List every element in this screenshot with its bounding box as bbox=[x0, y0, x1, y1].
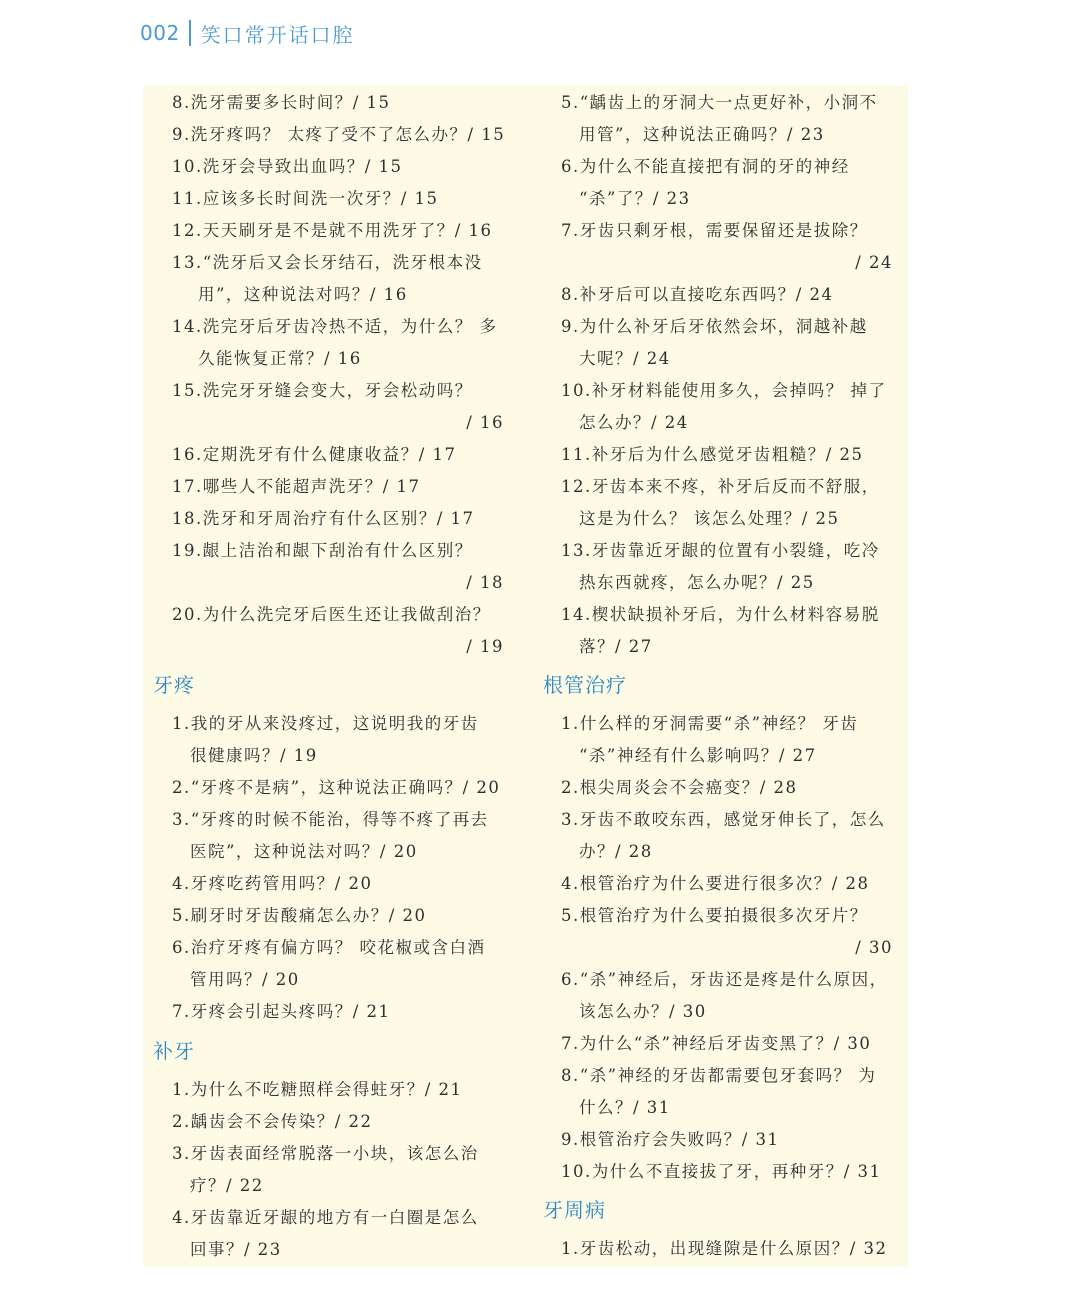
toc-entry-text: 8.洗牙需要多长时间？/ 15 bbox=[172, 93, 391, 112]
toc-entry-text: 4.根管治疗为什么要进行很多次？/ 28 bbox=[561, 874, 870, 893]
toc-entry-text: 19.龈上洁治和龈下刮治有什么区别？ bbox=[172, 541, 473, 560]
toc-entry-continuation: 大呢？/ 24 bbox=[579, 349, 671, 368]
toc-entry-continuation: 用管”，这种说法正确吗？/ 23 bbox=[579, 125, 825, 144]
toc-entry-text: 11.补牙后为什么感觉牙齿粗糙？/ 25 bbox=[561, 445, 864, 464]
toc-entry-text: 18.洗牙和牙周治疗有什么区别？/ 17 bbox=[172, 509, 475, 528]
toc-entry-continuation: 什么？/ 31 bbox=[579, 1098, 671, 1117]
toc-entry[interactable] bbox=[172, 375, 508, 439]
toc-entry-text: 14.洗完牙后牙齿冷热不适，为什么？ 多 bbox=[172, 317, 498, 336]
toc-entry-text: 4.牙齿靠近牙龈的地方有一白圈是怎么 bbox=[172, 1208, 479, 1227]
toc-entry-text: 6.为什么不能直接把有洞的牙的神经 bbox=[561, 157, 850, 176]
header-divider bbox=[189, 20, 191, 46]
book-title: 笑口常开话口腔 bbox=[200, 22, 355, 47]
toc-entry[interactable] bbox=[561, 311, 897, 375]
toc-entry-continuation: 这是为什么？ 该怎么处理？/ 25 bbox=[579, 509, 840, 528]
toc-entry-text: 2.龋齿会不会传染？/ 22 bbox=[172, 1112, 373, 1131]
toc-entry[interactable] bbox=[172, 708, 508, 772]
toc-entry-text: 17.哪些人不能超声洗牙？/ 17 bbox=[172, 477, 421, 496]
toc-page-number: / 16 bbox=[466, 413, 504, 432]
toc-entry-continuation: 回事？/ 23 bbox=[190, 1240, 282, 1259]
toc-entry-text: 12.天天刷牙是不是就不用洗牙了？/ 16 bbox=[172, 221, 493, 240]
toc-entry-text: 5.根管治疗为什么要拍摄很多次牙片？ bbox=[561, 906, 868, 925]
toc-entry-text: 16.定期洗牙有什么健康收益？/ 17 bbox=[172, 445, 457, 464]
toc-entry[interactable] bbox=[561, 87, 897, 151]
toc-entry-text: 12.牙齿本来不疼，补牙后反而不舒服， bbox=[561, 477, 880, 496]
toc-entry[interactable] bbox=[561, 279, 897, 311]
toc-entry[interactable] bbox=[172, 599, 508, 663]
toc-entry[interactable] bbox=[172, 1202, 508, 1266]
toc-entry-text: 20.为什么洗完牙后医生还让我做刮治？ bbox=[172, 605, 491, 624]
toc-entry[interactable] bbox=[172, 996, 508, 1028]
toc-entry[interactable] bbox=[561, 471, 897, 535]
toc-entry[interactable] bbox=[172, 87, 508, 119]
toc-entry-text: 3.牙齿表面经常脱落一小块，该怎么治 bbox=[172, 1144, 479, 1163]
toc-entry-text: 10.为什么不直接拔了牙，再种牙？/ 31 bbox=[561, 1162, 882, 1181]
toc-entry-continuation: 很健康吗？/ 19 bbox=[190, 746, 318, 765]
toc-entry-text: 7.牙齿只剩牙根，需要保留还是拔除？ bbox=[561, 221, 868, 240]
toc-entry[interactable] bbox=[172, 151, 508, 183]
toc-entry-text: 1.什么样的牙洞需要“杀”神经？ 牙齿 bbox=[561, 714, 859, 733]
toc-entry-text: 5.刷牙时牙齿酸痛怎么办？/ 20 bbox=[172, 906, 427, 925]
toc-entry-text: 1.牙齿松动，出现缝隙是什么原因？/ 32 bbox=[561, 1239, 888, 1258]
toc-entry[interactable] bbox=[561, 1060, 897, 1124]
toc-entry[interactable] bbox=[172, 535, 508, 599]
toc-entry-continuation: 该怎么办？/ 30 bbox=[579, 1002, 707, 1021]
toc-entry[interactable] bbox=[561, 439, 897, 471]
toc-entry[interactable] bbox=[172, 247, 508, 311]
toc-entry[interactable] bbox=[561, 151, 897, 215]
toc-entry[interactable] bbox=[561, 535, 897, 599]
toc-entry-continuation: 怎么办？/ 24 bbox=[579, 413, 689, 432]
toc-entry-continuation: 疗？/ 22 bbox=[190, 1176, 264, 1195]
toc-entry[interactable] bbox=[172, 1074, 508, 1106]
toc-entry-text: 10.洗牙会导致出血吗？/ 15 bbox=[172, 157, 403, 176]
toc-entry[interactable] bbox=[561, 804, 897, 868]
toc-entry[interactable] bbox=[172, 772, 508, 804]
toc-entry-continuation: 久能恢复正常？/ 16 bbox=[198, 349, 362, 368]
toc-entry[interactable] bbox=[561, 215, 897, 279]
toc-entry-continuation: 医院”，这种说法对吗？/ 20 bbox=[190, 842, 418, 861]
toc-entry-text: 9.为什么补牙后牙依然会坏，洞越补越 bbox=[561, 317, 868, 336]
toc-entry-text: 3.“牙疼的时候不能治，得等不疼了再去 bbox=[172, 810, 489, 829]
toc-entry[interactable] bbox=[172, 1138, 508, 1202]
toc-entry[interactable] bbox=[561, 708, 897, 772]
toc-entry-text: 10.补牙材料能使用多久，会掉吗？ 掉了 bbox=[561, 381, 887, 400]
toc-entry[interactable] bbox=[561, 375, 897, 439]
toc-entry[interactable] bbox=[172, 215, 508, 247]
section-heading: 补牙 bbox=[153, 1039, 195, 1063]
toc-entry[interactable] bbox=[172, 311, 508, 375]
toc-entry-continuation: “杀”神经有什么影响吗？/ 27 bbox=[579, 746, 817, 765]
toc-entry[interactable] bbox=[561, 964, 897, 1028]
toc-page-number: / 24 bbox=[855, 253, 893, 272]
toc-entry-text: 6.“杀”神经后，牙齿还是疼是什么原因， bbox=[561, 970, 888, 989]
toc-entry[interactable] bbox=[172, 868, 508, 900]
toc-entry-text: 7.为什么“杀”神经后牙齿变黑了？/ 30 bbox=[561, 1034, 872, 1053]
toc-entry[interactable] bbox=[561, 1124, 897, 1156]
page-header bbox=[140, 18, 355, 48]
section-heading: 牙周病 bbox=[543, 1198, 606, 1222]
toc-entry[interactable] bbox=[172, 183, 508, 215]
toc-entry[interactable] bbox=[172, 119, 508, 151]
toc-entry-text: 11.应该多长时间洗一次牙？/ 15 bbox=[172, 189, 439, 208]
toc-entry-text: 4.牙疼吃药管用吗？/ 20 bbox=[172, 874, 373, 893]
toc-entry-text: 5.“龋齿上的牙洞大一点更好补，小洞不 bbox=[561, 93, 878, 112]
toc-entry[interactable] bbox=[172, 932, 508, 996]
toc-entry-continuation: 用”，这种说法对吗？/ 16 bbox=[198, 285, 408, 304]
toc-entry-text: 8.“杀”神经的牙齿都需要包牙套吗？ 为 bbox=[561, 1066, 877, 1085]
toc-entry-text: 14.楔状缺损补牙后，为什么材料容易脱 bbox=[561, 605, 880, 624]
toc-entry-text: 7.牙疼会引起头疼吗？/ 21 bbox=[172, 1002, 391, 1021]
toc-entry-continuation: 落？/ 27 bbox=[579, 637, 653, 656]
section-heading: 牙疼 bbox=[153, 673, 195, 697]
toc-entry-text: 9.根管治疗会失败吗？/ 31 bbox=[561, 1130, 780, 1149]
toc-entry[interactable] bbox=[172, 439, 508, 471]
toc-entry[interactable] bbox=[561, 1028, 897, 1060]
toc-entry[interactable] bbox=[561, 1233, 897, 1265]
toc-entry-text: 9.洗牙疼吗？ 太疼了受不了怎么办？/ 15 bbox=[172, 125, 506, 144]
toc-entry-continuation: 管用吗？/ 20 bbox=[190, 970, 300, 989]
toc-page-number: / 30 bbox=[855, 938, 893, 957]
toc-entry-continuation: “杀”了？/ 23 bbox=[579, 189, 691, 208]
section-heading: 根管治疗 bbox=[543, 673, 627, 697]
toc-entry[interactable] bbox=[561, 868, 897, 900]
toc-entry[interactable] bbox=[561, 599, 897, 663]
toc-entry[interactable] bbox=[172, 804, 508, 868]
toc-entry-text: 2.“牙疼不是病”，这种说法正确吗？/ 20 bbox=[172, 778, 501, 797]
toc-entry-text: 3.牙齿不敢咬东西，感觉牙伸长了，怎么 bbox=[561, 810, 886, 829]
toc-entry-continuation: 热东西就疼，怎么办呢？/ 25 bbox=[579, 573, 815, 592]
toc-entry-text: 15.洗完牙牙缝会变大，牙会松动吗？ bbox=[172, 381, 473, 400]
toc-entry-text: 8.补牙后可以直接吃东西吗？/ 24 bbox=[561, 285, 834, 304]
toc-entry-continuation: 办？/ 28 bbox=[579, 842, 653, 861]
toc-entry-text: 13.牙齿靠近牙龈的位置有小裂缝，吃冷 bbox=[561, 541, 880, 560]
toc-entry[interactable] bbox=[172, 900, 508, 932]
toc-entry[interactable] bbox=[172, 503, 508, 535]
toc-page-number: / 19 bbox=[466, 637, 504, 656]
toc-entry[interactable] bbox=[561, 900, 897, 964]
toc-entry-text: 2.根尖周炎会不会癌变？/ 28 bbox=[561, 778, 798, 797]
toc-entry-text: 1.我的牙从来没疼过，这说明我的牙齿 bbox=[172, 714, 479, 733]
toc-entry[interactable] bbox=[561, 1156, 897, 1188]
toc-entry[interactable] bbox=[561, 772, 897, 804]
toc-entry[interactable] bbox=[172, 1106, 508, 1138]
toc-entry-text: 6.治疗牙疼有偏方吗？ 咬花椒或含白酒 bbox=[172, 938, 486, 957]
page-number: 002 bbox=[140, 21, 180, 45]
toc-entry[interactable] bbox=[172, 471, 508, 503]
toc-entry-text: 13.“洗牙后又会长牙结石，洗牙根本没 bbox=[172, 253, 483, 272]
toc-entry-text: 1.为什么不吃糖照样会得蛀牙？/ 21 bbox=[172, 1080, 463, 1099]
toc-page-number: / 18 bbox=[466, 573, 504, 592]
